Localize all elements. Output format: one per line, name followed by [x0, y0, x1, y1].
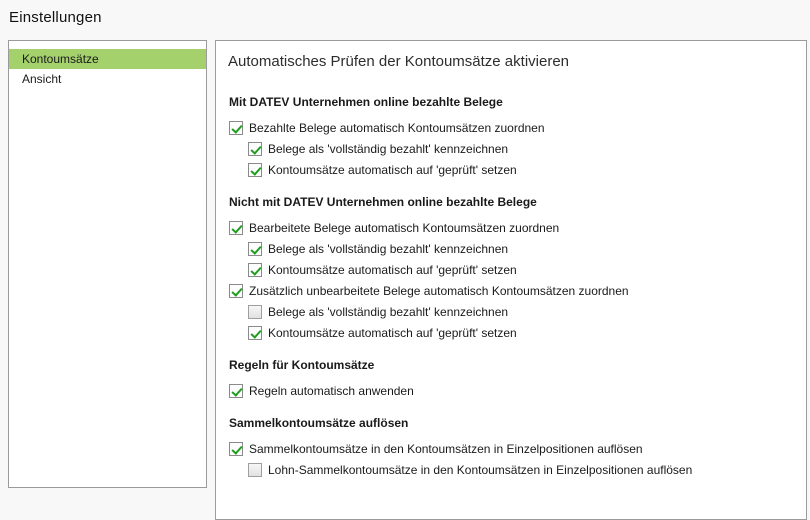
section-header: Regeln für Kontoumsätze — [229, 358, 375, 372]
page-title: Einstellungen — [9, 9, 102, 26]
checkbox-label: Belege als 'vollständig bezahlt' kennzeichnen — [268, 141, 509, 156]
settings-section — [228, 195, 796, 343]
checkmark-icon — [250, 327, 261, 338]
settings-section — [228, 95, 796, 180]
checkmark-icon — [231, 385, 242, 396]
sidebar-item-ansicht[interactable]: Ansicht — [22, 72, 62, 86]
checkbox-label: Belege als 'vollständig bezahlt' kennzeichnen — [268, 241, 509, 256]
checkbox-label: Bearbeitete Belege automatisch Kontoumsätzen zuordnen — [249, 220, 560, 235]
checkbox-label: Bezahlte Belege automatisch Kontoumsätzen zuordnen — [249, 120, 545, 135]
checkbox[interactable] — [229, 284, 243, 298]
checkbox-label: Kontoumsätze automatisch auf 'geprüft' setzen — [268, 325, 517, 340]
checkbox[interactable] — [248, 242, 262, 256]
content-title: Automatisches Prüfen der Kontoumsätze aktivieren — [228, 53, 570, 70]
section-header: Sammelkontoumsätze auflösen — [229, 416, 409, 430]
checkbox-row[interactable] — [229, 117, 796, 138]
checkbox-row[interactable] — [248, 459, 796, 480]
checkmark-icon — [250, 264, 261, 275]
section-rows — [228, 438, 796, 480]
checkmark-icon — [231, 222, 242, 233]
checkmark-icon — [250, 164, 261, 175]
checkbox[interactable] — [229, 221, 243, 235]
section-header: Mit DATEV Unternehmen online bezahlte Belege — [229, 95, 503, 109]
settings-content-panel — [215, 40, 807, 520]
section-header: Nicht mit DATEV Unternehmen online bezahlte Belege — [229, 195, 537, 209]
section-rows — [228, 117, 796, 180]
checkbox-label: Kontoumsätze automatisch auf 'geprüft' setzen — [268, 262, 517, 277]
checkbox-row[interactable] — [229, 438, 796, 459]
checkmark-icon — [250, 143, 261, 154]
checkbox-row[interactable] — [248, 159, 796, 180]
section-rows — [228, 380, 796, 401]
checkbox[interactable] — [248, 463, 262, 477]
checkbox[interactable] — [229, 384, 243, 398]
section-rows — [228, 217, 796, 343]
checkbox[interactable] — [248, 326, 262, 340]
checkbox-row[interactable] — [229, 280, 796, 301]
checkmark-icon — [231, 122, 242, 133]
checkmark-icon — [250, 243, 261, 254]
checkbox[interactable] — [248, 163, 262, 177]
sidebar-item-kontoumsätze[interactable]: Kontoumsätze — [9, 49, 206, 69]
checkbox[interactable] — [248, 263, 262, 277]
checkbox-row[interactable] — [229, 217, 796, 238]
settings-sections — [228, 95, 796, 480]
checkbox-row[interactable] — [248, 301, 796, 322]
checkbox-label: Zusätzlich unbearbeitete Belege automatisch Kontoumsätzen zuordnen — [249, 283, 629, 298]
checkbox[interactable] — [248, 142, 262, 156]
checkbox[interactable] — [229, 121, 243, 135]
checkbox-row[interactable] — [248, 238, 796, 259]
settings-section — [228, 358, 796, 401]
checkbox[interactable] — [248, 305, 262, 319]
checkbox-label: Lohn-Sammelkontoumsätze in den Kontoumsätzen in Einzelpositionen auflösen — [268, 462, 693, 477]
checkbox-row[interactable] — [248, 259, 796, 280]
checkbox-label: Regeln automatisch anwenden — [249, 383, 414, 398]
checkbox-row[interactable] — [229, 380, 796, 401]
settings-section — [228, 416, 796, 480]
checkbox-label: Sammelkontoumsätze in den Kontoumsätzen in Einzelpositionen auflösen — [249, 441, 643, 456]
checkbox-row[interactable] — [248, 322, 796, 343]
checkbox-label: Kontoumsätze automatisch auf 'geprüft' setzen — [268, 162, 517, 177]
checkbox-row[interactable] — [248, 138, 796, 159]
checkmark-icon — [231, 285, 242, 296]
checkbox[interactable] — [229, 442, 243, 456]
settings-nav-list — [8, 40, 207, 488]
checkmark-icon — [231, 443, 242, 454]
checkbox-label: Belege als 'vollständig bezahlt' kennzeichnen — [268, 304, 509, 319]
